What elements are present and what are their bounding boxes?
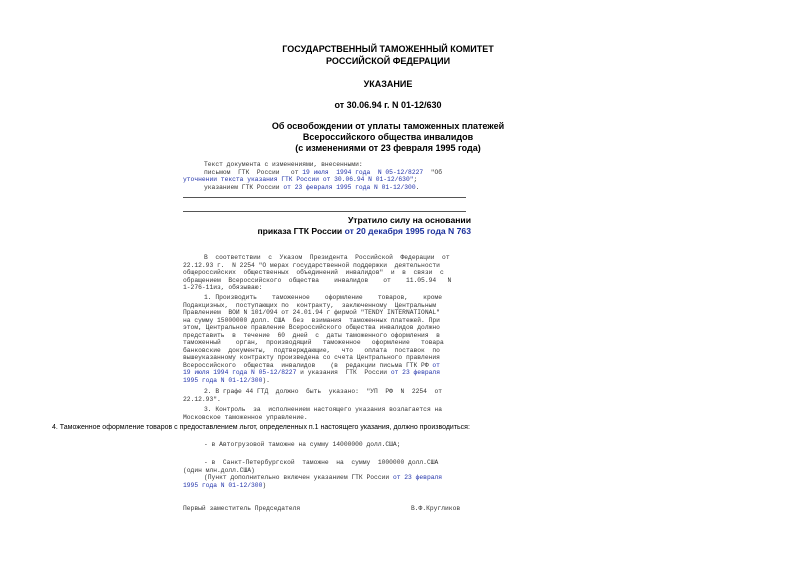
body-line: общероссийских общественных объединений инвалидов" и в связи с <box>183 269 444 276</box>
body-line: 22.12.93". <box>183 395 221 403</box>
amendment-link[interactable]: от 23 февраля <box>392 474 443 481</box>
expired-notice-line1: Утратило силу на основании <box>347 215 471 225</box>
body-line: Всероссийского общества инвалидов (в редакции письма ГТК РФ от <box>183 361 440 369</box>
amendments-intro: Текст документа с изменениями, внесенными: <box>204 161 363 168</box>
body-line: Правлением ВОИ N 101/094 от 24.01.94 г фирмой "TENDY INTERNATIONAL" <box>183 309 440 316</box>
body-line: 1. Производить таможенное оформление товаров, кроме <box>204 294 443 301</box>
amendment-link[interactable]: от 23 февраля <box>390 369 440 376</box>
body-line: 22.12.93 г. N 2254 "О мерах государственной поддержки деятельности <box>183 261 440 269</box>
amendment-link[interactable]: 1995 года N 01-12/300 <box>183 376 263 384</box>
document-type: УКАЗАНИЕ <box>363 79 413 89</box>
body-line: 1995 года N 01-12/300) <box>183 481 267 489</box>
item-4-heading: 4. Таможенное оформление товаров с предоставлением льгот, определенных п.1 настоящего указания, должно производиться: <box>52 424 470 431</box>
divider <box>183 211 466 212</box>
amendment-link[interactable]: 1995 года N 01-12/300 <box>183 481 263 489</box>
body-line: на сумму 15000000 долл. США без взимания таможенных платежей. При <box>183 316 440 324</box>
expired-notice-line2: приказа ГТК России от 20 декабря 1995 года N 763 <box>257 226 471 236</box>
org-name-line2: РОССИЙСКОЙ ФЕДЕРАЦИИ <box>325 56 451 66</box>
amendment-link[interactable]: от 23 февраля 1995 года N 01-12/300 <box>283 183 416 191</box>
amendment-link[interactable]: 19 июля 1994 года N 05-12/8227 <box>183 369 297 376</box>
body-line: 2. В графе 44 ГТД должно быть указано: "УП РФ N 2254 от <box>204 388 443 395</box>
divider <box>183 197 466 198</box>
document-title-line2: Всероссийского общества инвалидов <box>302 132 474 142</box>
body-line: Московское таможенное управление. <box>183 413 308 421</box>
body-line: 1-276-11из, обязываю: <box>183 284 263 291</box>
body-line: 1995 года N 01-12/300). <box>183 376 270 384</box>
body-line: 19 июля 1994 года N 05-12/8227 и указания ГТК России от 23 февраля <box>183 369 440 376</box>
amendment-link[interactable]: от <box>432 361 440 369</box>
signature-name: В.Ф.Кругликов <box>411 505 461 512</box>
amendments-line: указанием ГТК России от 23 февраля 1995 года N 01-12/300. <box>204 183 420 191</box>
amendment-link[interactable]: уточнении текста указания ГТК России от 30.06.94 N 01-12/630" <box>183 176 414 183</box>
amendments-line: уточнении текста указания ГТК России от 30.06.94 N 01-12/630"; <box>183 176 418 183</box>
document-title-line3: (с изменениями от 23 февраля 1995 года) <box>295 143 481 153</box>
body-line: представить в течение 60 дней с даты таможенного оформления в <box>183 331 440 339</box>
body-line: банковские документы, подтверждающие, что оплата поставок по <box>183 346 440 354</box>
body-line: - в Автогрузовой таможне на сумму 14000000 долл.США; <box>204 441 401 448</box>
amendment-link[interactable]: 19 июля 1994 года N 05-12/8227 <box>302 168 424 176</box>
body-line: - в Санкт-Петербургской таможне на сумму 1000000 долл.США <box>204 459 439 466</box>
body-line: В соответствии с Указом Президента Российской Федерации от <box>204 254 450 261</box>
body-line: (Пункт дополнительно включен указанием ГТК России от 23 февраля <box>204 474 443 481</box>
amendments-line: письмом ГТК России от 19 июля 1994 года N 05-12/8227 "Об <box>204 168 443 176</box>
body-line: обращением Всероссийского общества инвалидов от 11.05.94 N <box>183 276 452 284</box>
body-line: (один млн.долл.США) <box>183 466 255 474</box>
document-title-line1: Об освобождении от уплаты таможенных платежей <box>271 121 505 131</box>
body-line: вышеуказанному контракту произведена со счета Центрального правления <box>183 354 440 361</box>
body-line: этом, Центральное правление Всероссийского общества инвалидов должно <box>183 324 440 331</box>
body-line: таможенный орган, производящий таможенное оформление товара <box>183 339 444 346</box>
org-name-line1: ГОСУДАРСТВЕННЫЙ ТАМОЖЕННЫЙ КОМИТЕТ <box>282 44 494 54</box>
body-line: Подакцизных, поступающих по контракту, заключенному Центральным <box>183 301 437 309</box>
expired-order-link[interactable]: от 20 декабря 1995 года N 763 <box>344 226 471 236</box>
body-line: 3. Контроль за исполнением настоящего указания возлагается на <box>204 406 443 413</box>
document-date-number: от 30.06.94 г. N 01-12/630 <box>334 100 442 110</box>
signature-position: Первый заместитель Председателя <box>183 505 301 512</box>
